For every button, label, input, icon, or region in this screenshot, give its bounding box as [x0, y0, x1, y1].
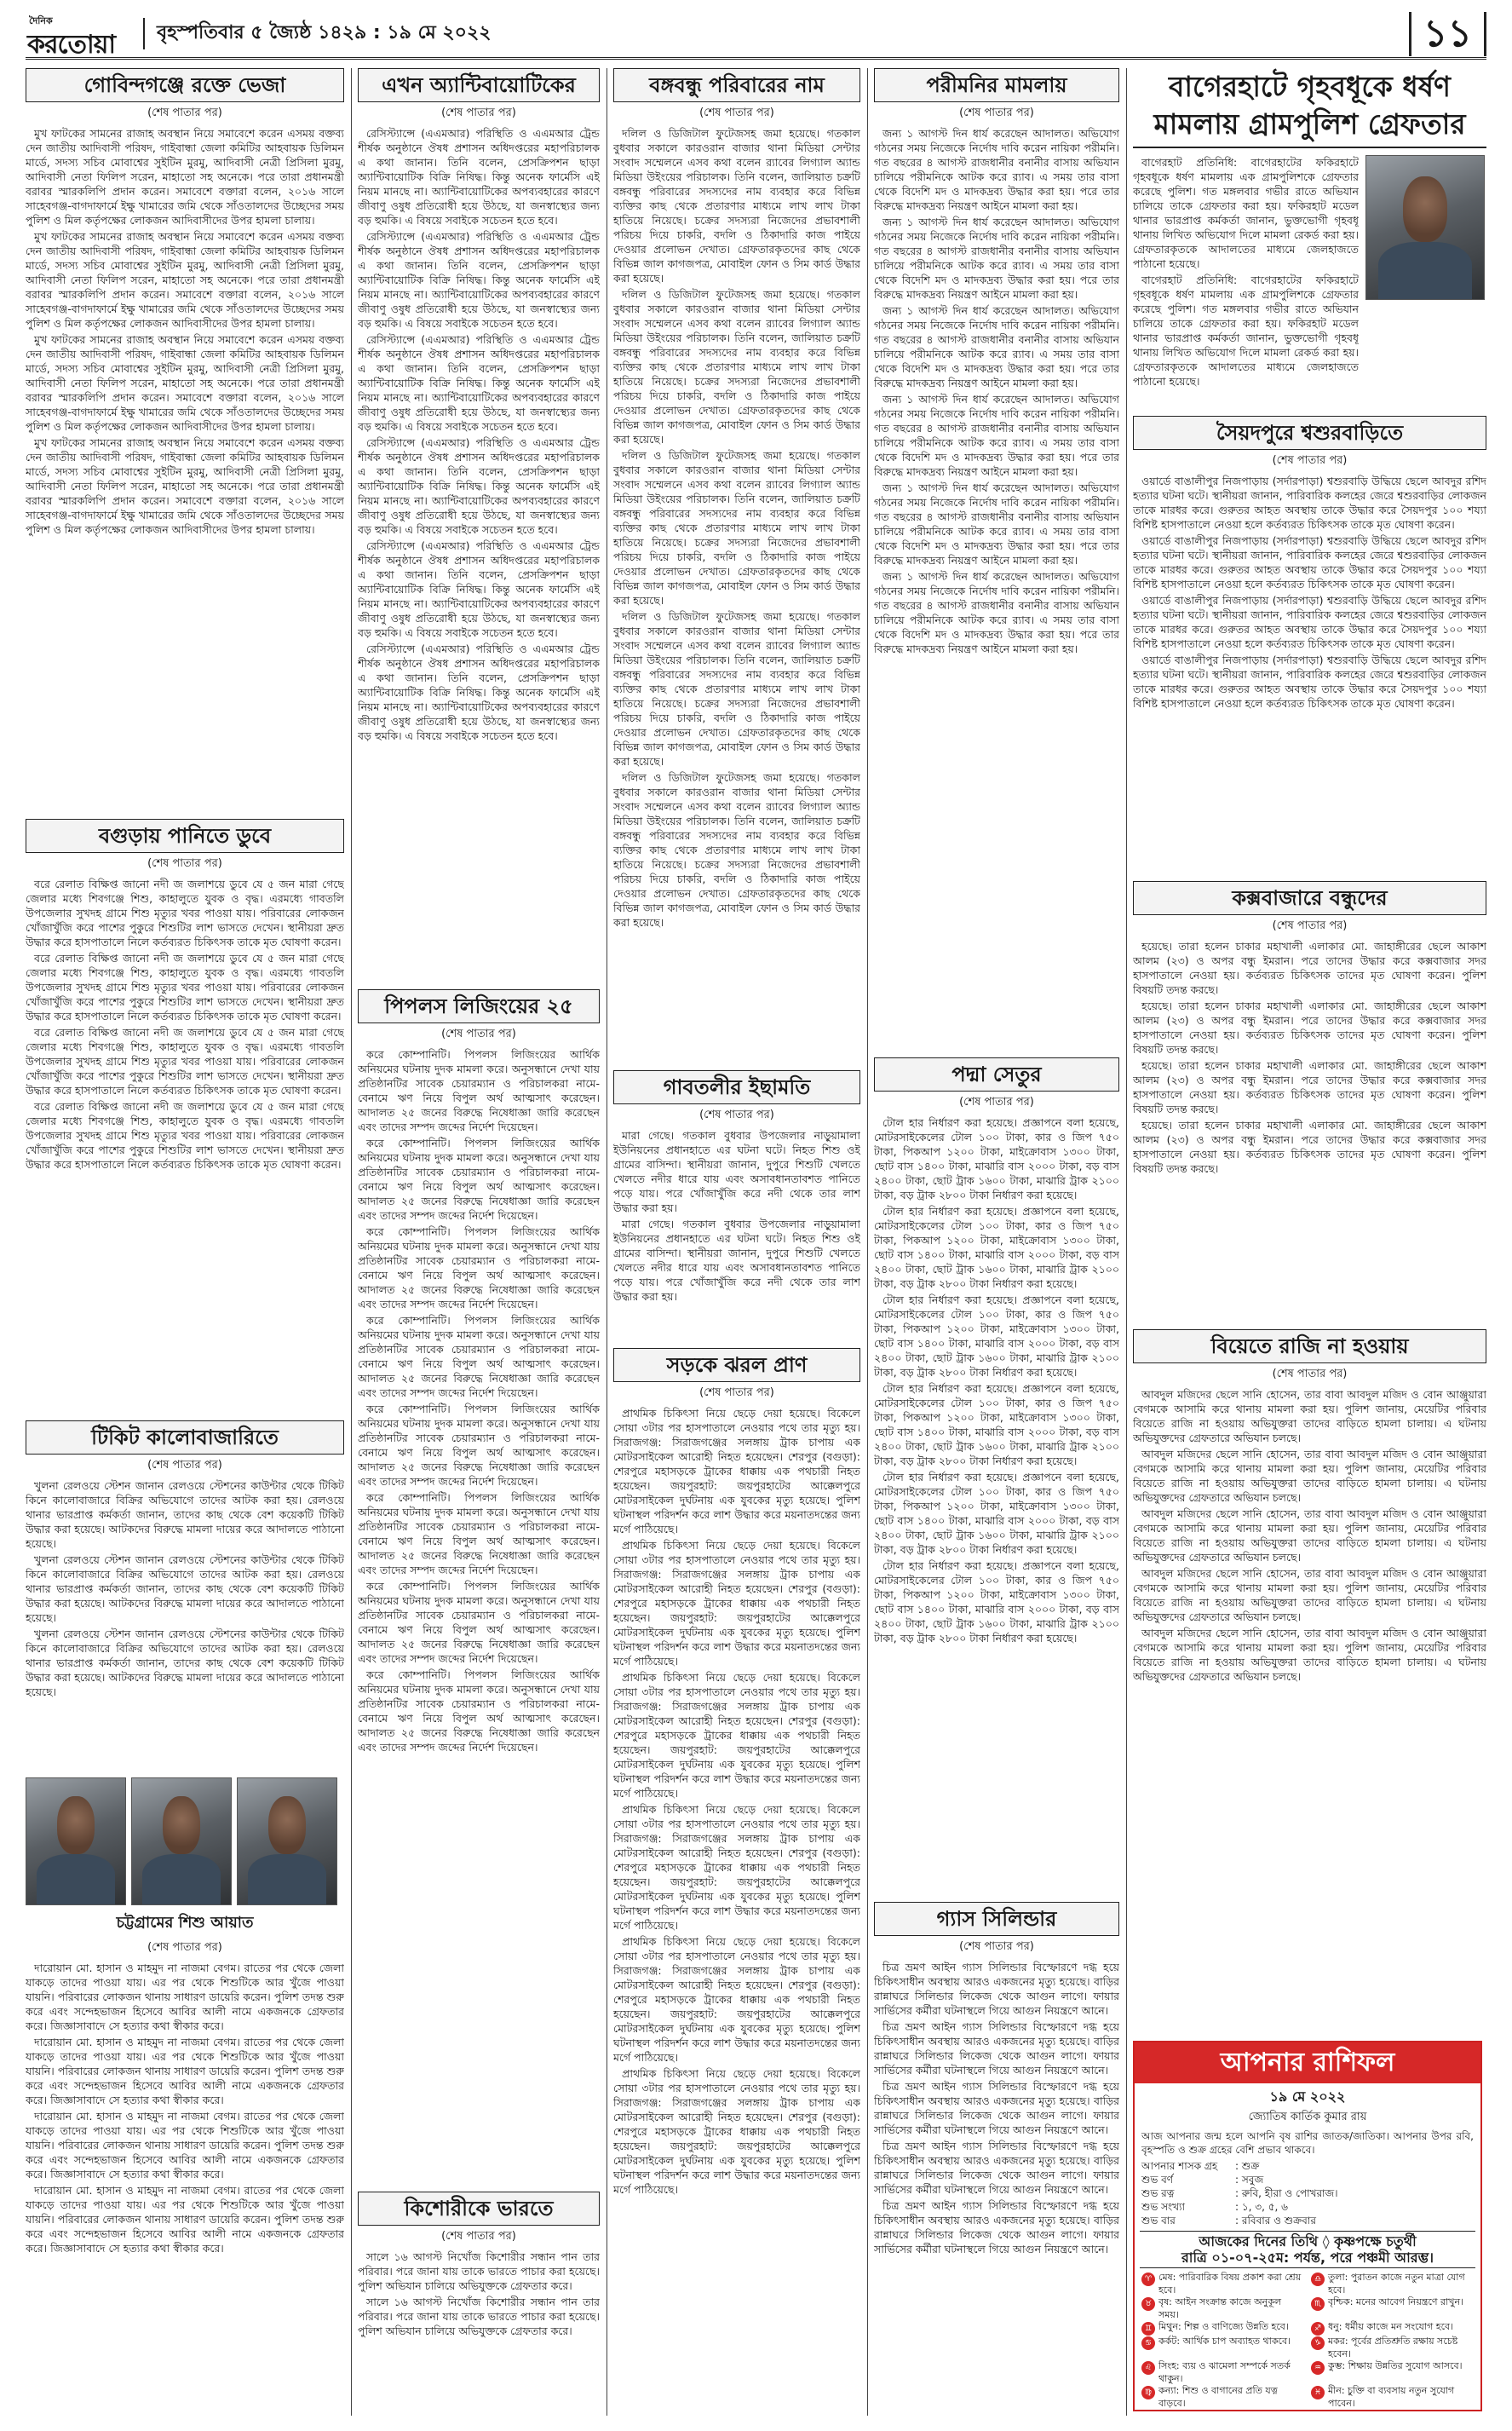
article-paragraph: প্রাথমিক চিকিৎসা নিয়ে ছেড়ে দেয়া হয়েছে। বিকেলে সোয়া ৩টার পর হাসপাতালে নেওয়ার পথে তার মৃত্যু হয়। সিরাজগঞ্জ: সিরাজগঞ্জের সলঙ্গায় ট্রাক চাপায় এক মোটরসাইকেল আরোহী নিহত হয়েছেন। শেরপুর (বগুড়া): শেরপুরে মহাসড়কে ট্রাকের ধাক্কায় এক পথচারী নিহত হয়েছেন। জয়পুরহাট: জয়পুরহাটের আক্কেলপুরে মোটরসাইকেল দুর্ঘটনায় এক যুবকের মৃত্যু হয়েছে। পুলিশ ঘটনাস্থল পরিদর্শন করে লাশ উদ্ধার করে ময়নাতদন্তের জন্য মর্গে পাঠিয়েছে।	[613, 1671, 860, 1800]
zodiac-sign	[1141, 2336, 1304, 2360]
article-paragraph: মুখ ফাটকের সামনের রাজাহ অবস্থান নিয়ে সমাবেশে করেন এসময় বক্তব্য দেন জাতীয় আদিবাসী পরিষদ, গাইবান্ধা জেলা কমিটির আহবায়ক ডিলিমন মার্ডে, সদস্য সচিব মোবাশ্বের সুইটিন মুরমু, আদিবাসী নেত্রী প্রিসিলা মুরমু, আদিবাসী নেতা ফিলিপ সরেন, মাহাতো সহ অনেকে। পরে তারা প্রধানমন্ত্রী বরাবর স্মারকলিপি প্রদান করেন। সমাবেশে বক্তারা বলেন, ২০১৬ সালে সাহেবগঞ্জ-বাগদাফার্মে ইক্ষু খামারের জমি থেকে সাঁওতালদের উচ্ছেদের সময় পুলিশ ও মিল কর্তৃপক্ষের লোকজন আদিবাসীদের উপর হামলা চালায়।	[26, 436, 344, 536]
article-paragraph: জন্য ১ আগস্ট দিন ধার্য করেছেন আদালত। অভিযোগ গঠনের সময় নিজেকে নির্দোষ দাবি করেন নায়িকা পরীমনি। গত বছরের ৪ আগস্ট রাজধানীর বনানীর বাসায় অভিযান চালিয়ে পরীমনিকে আটক করে র‍্যাব। এ সময় তার বাসা থেকে বিদেশি মদ ও মাদকদ্রব্য উদ্ধার করা হয়। পরে তার বিরুদ্ধে মাদকদ্রব্য নিয়ন্ত্রণ আইনে মামলা করা হয়।	[874, 216, 1119, 301]
article-body	[358, 1047, 600, 2185]
news-photo	[26, 1777, 126, 1905]
zodiac-icon: ♌	[1141, 2361, 1155, 2375]
continuation-note: (শেষ পাতার পর)	[1272, 1368, 1348, 1380]
headline: বিয়েতে রাজি না হওয়ায়	[1133, 1329, 1486, 1363]
article-paragraph: ওয়ার্ডে বাঙালীপুর নিজপাড়ায় (সর্দারপাড়া) শ্বশুরবাড়ি উদ্ধিয়ে ছেলে আবদুর রশিদ হত্যার ঘটনা ঘটে। স্থানীয়রা জানান, পারিবারিক কলহের জেরে শ্বশুরবাড়ির লোকজন তাকে মারধর করে। গুরুতর আহত অবস্থায় তাকে উদ্ধার করে সৈয়দপুর ১০০ শয্যা বিশিষ্ট হাসপাতালে নেওয়া হলে কর্তব্যরত চিকিৎসক তাকে মৃত ঘোষণা করেন।	[1133, 475, 1486, 531]
zodiac-icon: ♎	[1311, 2273, 1325, 2286]
article-body	[874, 1115, 1119, 1895]
article-paragraph: হয়েছে। তারা হলেন চাকার মহাখালী এলাকার মো. জাহাঙ্গীরের ছেলে আকাশ আলম (২৩) ও অপর বন্ধু ইমরান। পরে তাদের উদ্ধার করে কক্সবাজার সদর হাসপাতালে নেওয়া হয়। কর্তব্যরত চিকিৎসক তাদের মৃত ঘোষণা করেন। পুলিশ বিষয়টি তদন্ত করছে।	[1133, 1059, 1486, 1115]
article-paragraph: করে কোম্পানিটি। পিপলস লিজিংয়ের আর্থিক অনিয়মের ঘটনায় দুদক মামলা করে। অনুসন্ধানে দেখা যায় প্রতিষ্ঠানটির সাবেক চেয়ারম্যান ও পরিচালকরা নামে-বেনামে ঋণ নিয়ে বিপুল অর্থ আত্মসাৎ করেছেন। আদালত ২৫ জনের বিরুদ্ধে নিষেধাজ্ঞা জারি করেছেন এবং তাদের সম্পদ জব্দের নির্দেশ দিয়েছেন।	[358, 1137, 600, 1222]
continuation-note: (শেষ পাতার পর)	[147, 857, 222, 870]
article-paragraph: জন্য ১ আগস্ট দিন ধার্য করেছেন আদালত। অভিযোগ গঠনের সময় নিজেকে নির্দোষ দাবি করেন নায়িকা পরীমনি। গত বছরের ৪ আগস্ট রাজধানীর বনানীর বাসায় অভিযান চালিয়ে পরীমনিকে আটক করে র‍্যাব। এ সময় তার বাসা থেকে বিদেশি মদ ও মাদকদ্রব্য উদ্ধার করা হয়। পরে তার বিরুদ্ধে মাদকদ্রব্য নিয়ন্ত্রণ আইনে মামলা করা হয়।	[874, 481, 1119, 567]
article-paragraph: ওয়ার্ডে বাঙালীপুর নিজপাড়ায় (সর্দারপাড়া) শ্বশুরবাড়ি উদ্ধিয়ে ছেলে আবদুর রশিদ হত্যার ঘটনা ঘটে। স্থানীয়রা জানান, পারিবারিক কলহের জেরে শ্বশুরবাড়ির লোকজন তাকে মারধর করে। গুরুতর আহত অবস্থায় তাকে উদ্ধার করে সৈয়দপুর ১০০ শয্যা বিশিষ্ট হাসপাতালে নেওয়া হলে কর্তব্যরত চিকিৎসক তাকে মৃত ঘোষণা করেন।	[1133, 654, 1486, 710]
attribute-value: : ১, ৩, ৫, ৬	[1235, 2201, 1288, 2213]
logo-name: করতোয়া	[27, 29, 116, 60]
zodiac-icon: ♒	[1311, 2361, 1325, 2375]
article-paragraph: মারা গেছে। গতকাল বুধবার উপজেলার নাড়ুয়ামালা ইউনিয়নের প্রধানহাতে এর ঘটনা ঘটে। নিহত শিশু ওই গ্রামের বাসিন্দা। স্থানীয়রা জানান, দুপুরে শিশুটি খেলতে খেলতে নদীর ধারে যায় এবং অসাবধানতাবশত পানিতে পড়ে যায়। পরে খোঁজাখুঁজি করে নদী থেকে তার লাশ উদ্ধার করা হয়।	[613, 1129, 860, 1214]
continuation-note: (শেষ পাতার পর)	[147, 1941, 222, 1954]
zodiac-icon: ♐	[1311, 2322, 1325, 2336]
attribute-key: শুভ বার	[1141, 2215, 1176, 2226]
article-paragraph: জন্য ১ আগস্ট দিন ধার্য করেছেন আদালত। অভিযোগ গঠনের সময় নিজেকে নির্দোষ দাবি করেন নায়িকা পরীমনি। গত বছরের ৪ আগস্ট রাজধানীর বনানীর বাসায় অভিযান চালিয়ে পরীমনিকে আটক করে র‍্যাব। এ সময় তার বাসা থেকে বিদেশি মদ ও মাদকদ্রব্য উদ্ধার করা হয়। পরে তার বিরুদ্ধে মাদকদ্রব্য নিয়ন্ত্রণ আইনে মামলা করা হয়।	[874, 127, 1119, 212]
zodiac-icon: ♍	[1141, 2386, 1155, 2399]
horoscope-attributes	[1135, 2159, 1480, 2227]
attribute-value: : সবুজ	[1235, 2174, 1264, 2186]
photo-row	[26, 1777, 344, 1905]
article-paragraph: মুখ ফাটকের সামনের রাজাহ অবস্থান নিয়ে সমাবেশে করেন এসময় বক্তব্য দেন জাতীয় আদিবাসী পরিষদ, গাইবান্ধা জেলা কমিটির আহবায়ক ডিলিমন মার্ডে, সদস্য সচিব মোবাশ্বের সুইটিন মুরমু, আদিবাসী নেত্রী প্রিসিলা মুরমু, আদিবাসী নেতা ফিলিপ সরেন, মাহাতো সহ অনেকে। পরে তারা প্রধানমন্ত্রী বরাবর স্মারকলিপি প্রদান করেন। সমাবেশে বক্তারা বলেন, ২০১৬ সালে সাহেবগঞ্জ-বাগদাফার্মে ইক্ষু খামারের জমি থেকে সাঁওতালদের উচ্ছেদের সময় পুলিশ ও মিল কর্তৃপক্ষের লোকজন আদিবাসীদের উপর হামলা চালায়।	[26, 333, 344, 433]
banner-headline-line-2: মামলায় গ্রামপুলিশ গ্রেফতার	[1133, 106, 1486, 148]
zodiac-sign	[1141, 2272, 1304, 2296]
attribute-value: : শুক্র	[1235, 2160, 1260, 2172]
article-paragraph: বরে রেলাত বিক্ষিপ্ত জানো নদী জ জলাশয়ে ডুবে যে ৫ জন মারা গেছে জেলার মধ্যে শিবগঞ্জে শিশু, কাহালুতে যুবক ও বৃদ্ধ। এরমধ্যে গাবতলি উপজেলার সুখদহ গ্রামে শিশু মৃত্যুর খবর পাওয়া যায়। পরিবারের লোকজন খোঁজাখুঁজি করে পাশের পুকুরে শিশুটির লাশ ভাসতে দেখেন। স্থানীয়রা দ্রুত উদ্ধার করে হাসপাতালে নিলে কর্তব্যরত চিকিৎসক তাকে মৃত ঘোষণা করেন।	[26, 1100, 344, 1171]
sign-text: বৃষ: আইন সংক্রান্ত কাজে অনুকূল সময়।	[1158, 2296, 1282, 2320]
article-paragraph: মুখ ফাটকের সামনের রাজাহ অবস্থান নিয়ে সমাবেশে করেন এসময় বক্তব্য দেন জাতীয় আদিবাসী পরিষদ, গাইবান্ধা জেলা কমিটির আহবায়ক ডিলিমন মার্ডে, সদস্য সচিব মোবাশ্বের সুইটিন মুরমু, আদিবাসী নেত্রী প্রিসিলা মুরমু, আদিবাসী নেতা ফিলিপ সরেন, মাহাতো সহ অনেকে। পরে তারা প্রধানমন্ত্রী বরাবর স্মারকলিপি প্রদান করেন। সমাবেশে বক্তারা বলেন, ২০১৬ সালে সাহেবগঞ্জ-বাগদাফার্মে ইক্ষু খামারের জমি থেকে সাঁওতালদের উচ্ছেদের সময় পুলিশ ও মিল কর্তৃপক্ষের লোকজন আদিবাসীদের উপর হামলা চালায়।	[26, 127, 344, 227]
article-paragraph: দলিল ও ডিজিটাল ফুটেজসহ জমা হয়েছে। গতকাল বুধবার সকালে কারওরান বাজার থানা মিডিয়া সেন্টার সংবাদ সম্মেলনে এসব কথা বলেন র‍্যাবের লিগ্যাল অ্যান্ড মিডিয়া উইংয়ের পরিচালক। তিনি বলেন, জালিয়াত চক্রটি বঙ্গবন্ধু পরিবারের সদস্যদের নাম ব্যবহার করে বিভিন্ন ব্যক্তির কাছ থেকে প্রতারণার মাধ্যমে লাখ লাখ টাকা হাতিয়ে নিয়েছে। চক্রের সদস্যরা নিজেদের প্রভাবশালী পরিচয় দিয়ে চাকরি, বদলি ও ঠিকাদারি কাজ পাইয়ে দেওয়ার প্রলোভন দেখাত। গ্রেফতারকৃতদের কাছ থেকে বিভিন্ন জাল কাগজপত্র, মোবাইল ফোন ও সিম কার্ড উদ্ধার করা হয়েছে।	[613, 771, 860, 929]
zodiac-icon: ♈	[1141, 2273, 1155, 2286]
article-paragraph: চিত্র ভ্রমণ আইন গ্যাস সিলিন্ডার বিস্ফোরণে দগ্ধ হয়ে চিকিৎসাধীন অবস্থায় আরও একজনের মৃত্যু হয়েছে। বাড়ির রান্নাঘরে সিলিন্ডার লিকেজ থেকে আগুন লাগে। ফায়ার সার্ভিসের কর্মীরা ঘটনাস্থলে গিয়ে আগুন নিয়ন্ত্রণে আনে।	[874, 2140, 1119, 2196]
headline: এখন অ্যান্টিবায়োটিকের	[358, 68, 600, 102]
photo-caption-headline: চট্টগ্রামের শিশু আয়াত	[116, 1914, 254, 1932]
continuation-note: (শেষ পাতার পর)	[959, 1940, 1034, 1953]
continuation-note: (শেষ পাতার পর)	[441, 2230, 516, 2243]
article-paragraph: রেসিস্ট্যান্সে (এএমআর) পরিস্থিতি ও এএমআর ট্রেন্ড শীর্ষক অনুষ্ঠানে ঔষধ প্রশাসন অধিদপ্তরের মহাপরিচালক এ কথা জানান। তিনি বলেন, প্রেসক্রিপশন ছাড়া অ্যান্টিবায়োটিক বিক্রি নিষিদ্ধ। কিন্তু অনেক ফার্মেসি এই নিয়ম মানছে না। অ্যান্টিবায়োটিকের অপব্যবহারের কারণে জীবাণু ওষুধ প্রতিরোধী হয়ে উঠছে, যা জনস্বাস্থ্যের জন্য বড় হুমকি। এ বিষয়ে সবাইকে সচেতন হতে হবে।	[358, 333, 600, 433]
article-paragraph: টোল হার নির্ধারণ করা হয়েছে। প্রজ্ঞাপনে বলা হয়েছে, মোটরসাইকেলের টোল ১০০ টাকা, কার ও জিপ ৭৫০ টাকা, পিকআপ ১২০০ টাকা, মাইক্রোবাস ১৩০০ টাকা, ছোট বাস ১৪০০ টাকা, মাঝারি বাস ২০০০ টাকা, বড় বাস ২৪০০ টাকা, ছোট ট্রাক ১৬০০ টাকা, মাঝারি ট্রাক ২১০০ টাকা, বড় ট্রাক ২৮০০ টাকা নির্ধারণ করা হয়েছে।	[874, 1559, 1119, 1645]
sign-text: তুলা: পুরাতন কাজে নতুন মাত্রা যোগ হবে।	[1328, 2272, 1465, 2296]
sign-text: মিথুন: শিল্প ও বাণিজ্যে উন্নতি হবে।	[1158, 2321, 1289, 2332]
zodiac-signs	[1135, 2268, 1480, 2413]
article-body	[1133, 1387, 1486, 1864]
news-photo	[131, 1777, 232, 1905]
continuation-note: (শেষ পাতার পর)	[1272, 454, 1348, 467]
article-paragraph: জন্য ১ আগস্ট দিন ধার্য করেছেন আদালত। অভিযোগ গঠনের সময় নিজেকে নির্দোষ দাবি করেন নায়িকা পরীমনি। গত বছরের ৪ আগস্ট রাজধানীর বনানীর বাসায় অভিযান চালিয়ে পরীমনিকে আটক করে র‍্যাব। এ সময় তার বাসা থেকে বিদেশি মদ ও মাদকদ্রব্য উদ্ধার করা হয়। পরে তার বিরুদ্ধে মাদকদ্রব্য নিয়ন্ত্রণ আইনে মামলা করা হয়।	[874, 304, 1119, 389]
zodiac-sign	[1311, 2321, 1474, 2336]
zodiac-icon: ♑	[1311, 2336, 1325, 2350]
zodiac-sign	[1311, 2336, 1474, 2360]
zodiac-icon: ♓	[1311, 2386, 1325, 2399]
zodiac-sign	[1311, 2296, 1474, 2321]
dateline: বৃহস্পতিবার ৫ জ্যৈষ্ঠ ১৪২৯ : ১৯ মে ২০২২	[143, 18, 492, 49]
headline: কক্সবাজারে বন্ধুদের	[1133, 881, 1486, 915]
logo-small-text: দৈনিক	[29, 14, 53, 26]
headline: গাবতলীর ইছামতি	[613, 1070, 860, 1104]
headline: সড়কে ঝরল প্রাণ	[613, 1348, 860, 1382]
article-paragraph: টোল হার নির্ধারণ করা হয়েছে। প্রজ্ঞাপনে বলা হয়েছে, মোটরসাইকেলের টোল ১০০ টাকা, কার ও জিপ ৭৫০ টাকা, পিকআপ ১২০০ টাকা, মাইক্রোবাস ১৩০০ টাকা, ছোট বাস ১৪০০ টাকা, মাঝারি বাস ২০০০ টাকা, বড় বাস ২৪০০ টাকা, ছোট ট্রাক ১৬০০ টাকা, মাঝারি ট্রাক ২১০০ টাকা, বড় ট্রাক ২৮০০ টাকা নির্ধারণ করা হয়েছে।	[874, 1471, 1119, 1556]
zodiac-sign	[1311, 2385, 1474, 2410]
sign-text: মীন: চুক্তি বা ব্যবসায় নতুন সুযোগ পাবেন।	[1328, 2385, 1455, 2409]
headline: টিকিট কালোবাজারিতে	[26, 1420, 344, 1455]
attribute-row	[1141, 2159, 1474, 2173]
article-body	[874, 126, 1119, 1051]
zodiac-sign	[1141, 2321, 1304, 2336]
column-4	[874, 68, 1119, 2420]
continuation-note: (শেষ পাতার পর)	[147, 1459, 222, 1472]
zodiac-sign	[1311, 2272, 1474, 2296]
article-paragraph: চিত্র ভ্রমণ আইন গ্যাস সিলিন্ডার বিস্ফোরণে দগ্ধ হয়ে চিকিৎসাধীন অবস্থায় আরও একজনের মৃত্যু হয়েছে। বাড়ির রান্নাঘরে সিলিন্ডার লিকেজ থেকে আগুন লাগে। ফায়ার সার্ভিসের কর্মীরা ঘটনাস্থলে গিয়ে আগুন নিয়ন্ত্রণে আনে।	[874, 1961, 1119, 2017]
continuation-note: (শেষ পাতার পর)	[441, 107, 516, 119]
column-2	[358, 68, 600, 2420]
article-paragraph: ওয়ার্ডে বাঙালীপুর নিজপাড়ায় (সর্দারপাড়া) শ্বশুরবাড়ি উদ্ধিয়ে ছেলে আবদুর রশিদ হত্যার ঘটনা ঘটে। স্থানীয়রা জানান, পারিবারিক কলহের জেরে শ্বশুরবাড়ির লোকজন তাকে মারধর করে। গুরুতর আহত অবস্থায় তাকে উদ্ধার করে সৈয়দপুর ১০০ শয্যা বিশিষ্ট হাসপাতালে নেওয়া হলে কর্তব্যরত চিকিৎসক তাকে মৃত ঘোষণা করেন।	[1133, 594, 1486, 650]
sign-text: মেষ: পারিবারিক বিষয় প্রকাশ করা শ্রেয় হবে।	[1158, 2272, 1302, 2296]
tithi-info	[1140, 2231, 1475, 2268]
article-paragraph: প্রাথমিক চিকিৎসা নিয়ে ছেড়ে দেয়া হয়েছে। বিকেলে সোয়া ৩টার পর হাসপাতালে নেওয়ার পথে তার মৃত্যু হয়। সিরাজগঞ্জ: সিরাজগঞ্জের সলঙ্গায় ট্রাক চাপায় এক মোটরসাইকেল আরোহী নিহত হয়েছেন। শেরপুর (বগুড়া): শেরপুরে মহাসড়কে ট্রাকের ধাক্কায় এক পথচারী নিহত হয়েছেন। জয়পুরহাট: জয়পুরহাটের আক্কেলপুরে মোটরসাইকেল দুর্ঘটনায় এক যুবকের মৃত্যু হয়েছে। পুলিশ ঘটনাস্থল পরিদর্শন করে লাশ উদ্ধার করে ময়নাতদন্তের জন্য মর্গে পাঠিয়েছে।	[613, 1935, 860, 2064]
article-paragraph: আবদুল মজিদের ছেলে সানি হোসেন, তার বাবা আবদুল মজিদ ও বোন আঞ্জুয়ারা বেগমকে আসামি করে থানায় মামলা করা হয়। পুলিশ জানায়, মেয়েটির পরিবার বিয়েতে রাজি না হওয়ায় অভিযুক্তরা তাদের বাড়িতে হামলা চালায়। এ ঘটনায় অভিযুক্তদের গ্রেফতারে অভিযান চলছে।	[1133, 1507, 1486, 1564]
article-body	[1133, 155, 1359, 411]
column-divider	[351, 68, 352, 2416]
headline: গোবিন্দগঞ্জে রক্তে ভেজা	[26, 68, 344, 102]
article-paragraph: প্রাথমিক চিকিৎসা নিয়ে ছেড়ে দেয়া হয়েছে। বিকেলে সোয়া ৩টার পর হাসপাতালে নেওয়ার পথে তার মৃত্যু হয়। সিরাজগঞ্জ: সিরাজগঞ্জের সলঙ্গায় ট্রাক চাপায় এক মোটরসাইকেল আরোহী নিহত হয়েছেন। শেরপুর (বগুড়া): শেরপুরে মহাসড়কে ট্রাকের ধাক্কায় এক পথচারী নিহত হয়েছেন। জয়পুরহাট: জয়পুরহাটের আক্কেলপুরে মোটরসাইকেল দুর্ঘটনায় এক যুবকের মৃত্যু হয়েছে। পুলিশ ঘটনাস্থল পরিদর্শন করে লাশ উদ্ধার করে ময়নাতদন্তের জন্য মর্গে পাঠিয়েছে।	[613, 2067, 860, 2196]
attribute-value: : রবিবার ও শুক্রবার	[1235, 2215, 1316, 2226]
article-body	[1133, 474, 1486, 874]
continuation-note: (শেষ পাতার পর)	[699, 107, 774, 119]
article-body	[26, 1478, 344, 1772]
article-body	[874, 1960, 1119, 2420]
headline: পিপলস লিজিংয়ের ২৫	[358, 989, 600, 1023]
horoscope-author: জ্যোতিষ কার্তিক কুমার রায়	[1248, 2111, 1367, 2123]
zodiac-icon: ♊	[1141, 2322, 1155, 2336]
zodiac-sign	[1141, 2296, 1304, 2321]
article-paragraph: দলিল ও ডিজিটাল ফুটেজসহ জমা হয়েছে। গতকাল বুধবার সকালে কারওরান বাজার থানা মিডিয়া সেন্টার সংবাদ সম্মেলনে এসব কথা বলেন র‍্যাবের লিগ্যাল অ্যান্ড মিডিয়া উইংয়ের পরিচালক। তিনি বলেন, জালিয়াত চক্রটি বঙ্গবন্ধু পরিবারের সদস্যদের নাম ব্যবহার করে বিভিন্ন ব্যক্তির কাছ থেকে প্রতারণার মাধ্যমে লাখ লাখ টাকা হাতিয়ে নিয়েছে। চক্রের সদস্যরা নিজেদের প্রভাবশালী পরিচয় দিয়ে চাকরি, বদলি ও ঠিকাদারি কাজ পাইয়ে দেওয়ার প্রলোভন দেখাত। গ্রেফতারকৃতদের কাছ থেকে বিভিন্ন জাল কাগজপত্র, মোবাইল ফোন ও সিম কার্ড উদ্ধার করা হয়েছে।	[613, 127, 860, 285]
continuation-note: (শেষ পাতার পর)	[959, 107, 1034, 119]
sign-text: সিংহ: ব্যয় ও ঝামেলা সম্পর্কে সতর্ক থাকুন।	[1158, 2360, 1291, 2384]
article-paragraph: করে কোম্পানিটি। পিপলস লিজিংয়ের আর্থিক অনিয়মের ঘটনায় দুদক মামলা করে। অনুসন্ধানে দেখা যায় প্রতিষ্ঠানটির সাবেক চেয়ারম্যান ও পরিচালকরা নামে-বেনামে ঋণ নিয়ে বিপুল অর্থ আত্মসাৎ করেছেন। আদালত ২৫ জনের বিরুদ্ধে নিষেধাজ্ঞা জারি করেছেন এবং তাদের সম্পদ জব্দের নির্দেশ দিয়েছেন।	[358, 1668, 600, 1754]
column-divider	[867, 68, 868, 2416]
zodiac-sign	[1141, 2385, 1304, 2410]
article-body	[358, 2250, 600, 2420]
attribute-value: : রুবি, হীরা ও পোখরাজ।	[1235, 2187, 1338, 2199]
article-paragraph: দারোয়ান মো. হাসান ও মাহমুদ না নাজমা বেগম। রাতের পর থেকে জেলা যাকড়ে তাদের পাওয়া যায়। এর পর থেকে শিশুটিকে আর খুঁজে পাওয়া যায়নি। পরিবারের লোকজন থানায় সাধারণ ডায়েরি করেন। পুলিশ তদন্ত শুরু করে এবং সন্দেহভাজন হিসেবে আবির আলী নামে একজনকে গ্রেফতার করে। জিজ্ঞাসাবাদে সে হত্যার কথা স্বীকার করে।	[26, 1962, 344, 2032]
article-paragraph: টোল হার নির্ধারণ করা হয়েছে। প্রজ্ঞাপনে বলা হয়েছে, মোটরসাইকেলের টোল ১০০ টাকা, কার ও জিপ ৭৫০ টাকা, পিকআপ ১২০০ টাকা, মাইক্রোবাস ১৩০০ টাকা, ছোট বাস ১৪০০ টাকা, মাঝারি বাস ২০০০ টাকা, বড় বাস ২৪০০ টাকা, ছোট ট্রাক ১৬০০ টাকা, মাঝারি ট্রাক ২১০০ টাকা, বড় ট্রাক ২৮০০ টাকা নির্ধারণ করা হয়েছে।	[874, 1382, 1119, 1467]
article-paragraph: দারোয়ান মো. হাসান ও মাহমুদ না নাজমা বেগম। রাতের পর থেকে জেলা যাকড়ে তাদের পাওয়া যায়। এর পর থেকে শিশুটিকে আর খুঁজে পাওয়া যায়নি। পরিবারের লোকজন থানায় সাধারণ ডায়েরি করেন। পুলিশ তদন্ত শুরু করে এবং সন্দেহভাজন হিসেবে আবির আলী নামে একজনকে গ্রেফতার করে। জিজ্ঞাসাবাদে সে হত্যার কথা স্বীকার করে।	[26, 2036, 344, 2106]
article-paragraph: ওয়ার্ডে বাঙালীপুর নিজপাড়ায় (সর্দারপাড়া) শ্বশুরবাড়ি উদ্ধিয়ে ছেলে আবদুর রশিদ হত্যার ঘটনা ঘটে। স্থানীয়রা জানান, পারিবারিক কলহের জেরে শ্বশুরবাড়ির লোকজন তাকে মারধর করে। গুরুতর আহত অবস্থায় তাকে উদ্ধার করে সৈয়দপুর ১০০ শয্যা বিশিষ্ট হাসপাতালে নেওয়া হলে কর্তব্যরত চিকিৎসক তাকে মৃত ঘোষণা করেন।	[1133, 534, 1486, 590]
horoscope-intro: আজ আপনার জন্ম হলে আপনি বৃষ রাশির জাতক/জাতিকা। আপনার উপর রবি, বৃহস্পতি ও শুক্র গ্রহের বেশি প্রভাব থাকবে।	[1141, 2130, 1474, 2156]
article-paragraph: হয়েছে। তারা হলেন চাকার মহাখালী এলাকার মো. জাহাঙ্গীরের ছেলে আকাশ আলম (২৩) ও অপর বন্ধু ইমরান। পরে তাদের উদ্ধার করে কক্সবাজার সদর হাসপাতালে নেওয়া হয়। কর্তব্যরত চিকিৎসক তাদের মৃত ঘোষণা করেন। পুলিশ বিষয়টি তদন্ত করছে।	[1133, 1119, 1486, 1175]
article-paragraph: আবদুল মজিদের ছেলে সানি হোসেন, তার বাবা আবদুল মজিদ ও বোন আঞ্জুয়ারা বেগমকে আসামি করে থানায় মামলা করা হয়। পুলিশ জানায়, মেয়েটির পরিবার বিয়েতে রাজি না হওয়ায় অভিযুক্তরা তাদের বাড়িতে হামলা চালায়। এ ঘটনায় অভিযুক্তদের গ্রেফতারে অভিযান চলছে।	[1133, 1388, 1486, 1444]
sign-text: মকর: পূর্বের প্রতিশ্রুতি রক্ষায় সচেষ্ট হবেন।	[1328, 2336, 1458, 2359]
article-paragraph: করে কোম্পানিটি। পিপলস লিজিংয়ের আর্থিক অনিয়মের ঘটনায় দুদক মামলা করে। অনুসন্ধানে দেখা যায় প্রতিষ্ঠানটির সাবেক চেয়ারম্যান ও পরিচালকরা নামে-বেনামে ঋণ নিয়ে বিপুল অর্থ আত্মসাৎ করেছেন। আদালত ২৫ জনের বিরুদ্ধে নিষেধাজ্ঞা জারি করেছেন এবং তাদের সম্পদ জব্দের নির্দেশ দিয়েছেন।	[358, 1491, 600, 1576]
article-paragraph: হয়েছে। তারা হলেন চাকার মহাখালী এলাকার মো. জাহাঙ্গীরের ছেলে আকাশ আলম (২৩) ও অপর বন্ধু ইমরান। পরে তাদের উদ্ধার করে কক্সবাজার সদর হাসপাতালে নেওয়া হয়। কর্তব্যরত চিকিৎসক তাদের মৃত ঘোষণা করেন। পুলিশ বিষয়টি তদন্ত করছে।	[1133, 999, 1486, 1056]
article-paragraph: প্রাথমিক চিকিৎসা নিয়ে ছেড়ে দেয়া হয়েছে। বিকেলে সোয়া ৩টার পর হাসপাতালে নেওয়ার পথে তার মৃত্যু হয়। সিরাজগঞ্জ: সিরাজগঞ্জের সলঙ্গায় ট্রাক চাপায় এক মোটরসাইকেল আরোহী নিহত হয়েছেন। শেরপুর (বগুড়া): শেরপুরে মহাসড়কে ট্রাকের ধাক্কায় এক পথচারী নিহত হয়েছেন। জয়পুরহাট: জয়পুরহাটের আক্কেলপুরে মোটরসাইকেল দুর্ঘটনায় এক যুবকের মৃত্যু হয়েছে। পুলিশ ঘটনাস্থল পরিদর্শন করে লাশ উদ্ধার করে ময়নাতদন্তের জন্য মর্গে পাঠিয়েছে।	[613, 1539, 860, 1668]
sign-text: কর্কট: আর্থিক চাপ অব্যাহত থাকবে।	[1158, 2336, 1291, 2347]
article-paragraph: করে কোম্পানিটি। পিপলস লিজিংয়ের আর্থিক অনিয়মের ঘটনায় দুদক মামলা করে। অনুসন্ধানে দেখা যায় প্রতিষ্ঠানটির সাবেক চেয়ারম্যান ও পরিচালকরা নামে-বেনামে ঋণ নিয়ে বিপুল অর্থ আত্মসাৎ করেছেন। আদালত ২৫ জনের বিরুদ্ধে নিষেধাজ্ঞা জারি করেছেন এবং তাদের সম্পদ জব্দের নির্দেশ দিয়েছেন।	[358, 1225, 600, 1311]
article-paragraph: খুলনা রেলওয়ে স্টেশন জানান রেলওয়ে স্টেশনের কাউন্টার থেকে টিকিট কিনে কালোবাজারে বিক্রির অভিযোগে তাদের আটক করা হয়। রেলওয়ে থানার ভারপ্রাপ্ত কর্মকর্তা জানান, তাদের কাছ থেকে বেশ কয়েকটি টিকিট উদ্ধার করা হয়েছে। আটকদের বিরুদ্ধে মামলা দায়ের করে আদালতে পাঠানো হয়েছে।	[26, 1479, 344, 1550]
article-paragraph: করে কোম্পানিটি। পিপলস লিজিংয়ের আর্থিক অনিয়মের ঘটনায় দুদক মামলা করে। অনুসন্ধানে দেখা যায় প্রতিষ্ঠানটির সাবেক চেয়ারম্যান ও পরিচালকরা নামে-বেনামে ঋণ নিয়ে বিপুল অর্থ আত্মসাৎ করেছেন। আদালত ২৫ জনের বিরুদ্ধে নিষেধাজ্ঞা জারি করেছেন এবং তাদের সম্পদ জব্দের নির্দেশ দিয়েছেন।	[358, 1048, 600, 1133]
column-5	[1133, 68, 1486, 2036]
article-body	[613, 126, 860, 1063]
article-paragraph: টোল হার নির্ধারণ করা হয়েছে। প্রজ্ঞাপনে বলা হয়েছে, মোটরসাইকেলের টোল ১০০ টাকা, কার ও জিপ ৭৫০ টাকা, পিকআপ ১২০০ টাকা, মাইক্রোবাস ১৩০০ টাকা, ছোট বাস ১৪০০ টাকা, মাঝারি বাস ২০০০ টাকা, বড় বাস ২৪০০ টাকা, ছোট ট্রাক ১৬০০ টাকা, মাঝারি ট্রাক ২১০০ টাকা, বড় ট্রাক ২৮০০ টাকা নির্ধারণ করা হয়েছে।	[874, 1293, 1119, 1379]
headline: কিশোরীকে ভারতে	[358, 2192, 600, 2226]
continuation-note: (শেষ পাতার পর)	[147, 107, 222, 119]
attribute-key: শুভ সংখ্যা	[1141, 2201, 1186, 2213]
article-paragraph: খুলনা রেলওয়ে স্টেশন জানান রেলওয়ে স্টেশনের কাউন্টার থেকে টিকিট কিনে কালোবাজারে বিক্রির অভিযোগে তাদের আটক করা হয়। রেলওয়ে থানার ভারপ্রাপ্ত কর্মকর্তা জানান, তাদের কাছ থেকে বেশ কয়েকটি টিকিট উদ্ধার করা হয়েছে। আটকদের বিরুদ্ধে মামলা দায়ের করে আদালতে পাঠানো হয়েছে।	[26, 1553, 344, 1624]
headline: সৈয়দপুরে শ্বশুরবাড়িতে	[1133, 416, 1486, 450]
article-body	[1133, 939, 1486, 1322]
article-body	[358, 126, 600, 982]
column-3	[613, 68, 860, 2420]
lead-story-row	[1133, 155, 1486, 411]
sign-text: কুম্ভ: শিক্ষায় উন্নতির সুযোগ আসবে।	[1328, 2360, 1463, 2371]
article-paragraph: রেসিস্ট্যান্সে (এএমআর) পরিস্থিতি ও এএমআর ট্রেন্ড শীর্ষক অনুষ্ঠানে ঔষধ প্রশাসন অধিদপ্তরের মহাপরিচালক এ কথা জানান। তিনি বলেন, প্রেসক্রিপশন ছাড়া অ্যান্টিবায়োটিক বিক্রি নিষিদ্ধ। কিন্তু অনেক ফার্মেসি এই নিয়ম মানছে না। অ্যান্টিবায়োটিকের অপব্যবহারের কারণে জীবাণু ওষুধ প্রতিরোধী হয়ে উঠছে, যা জনস্বাস্থ্যের জন্য বড় হুমকি। এ বিষয়ে সবাইকে সচেতন হতে হবে।	[358, 230, 600, 330]
article-paragraph: আবদুল মজিদের ছেলে সানি হোসেন, তার বাবা আবদুল মজিদ ও বোন আঞ্জুয়ারা বেগমকে আসামি করে থানায় মামলা করা হয়। পুলিশ জানায়, মেয়েটির পরিবার বিয়েতে রাজি না হওয়ায় অভিযুক্তরা তাদের বাড়িতে হামলা চালায়। এ ঘটনায় অভিযুক্তদের গ্রেফতারে অভিযান চলছে।	[1133, 1448, 1486, 1504]
article-paragraph: জন্য ১ আগস্ট দিন ধার্য করেছেন আদালত। অভিযোগ গঠনের সময় নিজেকে নির্দোষ দাবি করেন নায়িকা পরীমনি। গত বছরের ৪ আগস্ট রাজধানীর বনানীর বাসায় অভিযান চালিয়ে পরীমনিকে আটক করে র‍্যাব। এ সময় তার বাসা থেকে বিদেশি মদ ও মাদকদ্রব্য উদ্ধার করা হয়। পরে তার বিরুদ্ধে মাদকদ্রব্য নিয়ন্ত্রণ আইনে মামলা করা হয়।	[874, 393, 1119, 478]
article-paragraph: আবদুল মজিদের ছেলে সানি হোসেন, তার বাবা আবদুল মজিদ ও বোন আঞ্জুয়ারা বেগমকে আসামি করে থানায় মামলা করা হয়। পুলিশ জানায়, মেয়েটির পরিবার বিয়েতে রাজি না হওয়ায় অভিযুক্তরা তাদের বাড়িতে হামলা চালায়। এ ঘটনায় অভিযুক্তদের গ্রেফতারে অভিযান চলছে।	[1133, 1567, 1486, 1623]
article-paragraph: রেসিস্ট্যান্সে (এএমআর) পরিস্থিতি ও এএমআর ট্রেন্ড শীর্ষক অনুষ্ঠানে ঔষধ প্রশাসন অধিদপ্তরের মহাপরিচালক এ কথা জানান। তিনি বলেন, প্রেসক্রিপশন ছাড়া অ্যান্টিবায়োটিক বিক্রি নিষিদ্ধ। কিন্তু অনেক ফার্মেসি এই নিয়ম মানছে না। অ্যান্টিবায়োটিকের অপব্যবহারের কারণে জীবাণু ওষুধ প্রতিরোধী হয়ে উঠছে, যা জনস্বাস্থ্যের জন্য বড় হুমকি। এ বিষয়ে সবাইকে সচেতন হতে হবে।	[358, 539, 600, 639]
article-paragraph: বরে রেলাত বিক্ষিপ্ত জানো নদী জ জলাশয়ে ডুবে যে ৫ জন মারা গেছে জেলার মধ্যে শিবগঞ্জে শিশু, কাহালুতে যুবক ও বৃদ্ধ। এরমধ্যে গাবতলি উপজেলার সুখদহ গ্রামে শিশু মৃত্যুর খবর পাওয়া যায়। পরিবারের লোকজন খোঁজাখুঁজি করে পাশের পুকুরে শিশুটির লাশ ভাসতে দেখেন। স্থানীয়রা দ্রুত উদ্ধার করে হাসপাতালে নিলে কর্তব্যরত চিকিৎসক তাকে মৃত ঘোষণা করেন।	[26, 1026, 344, 1097]
column-1	[26, 68, 344, 2420]
headline: বগুড়ায় পানিতে ডুবে	[26, 819, 344, 853]
article-paragraph: দলিল ও ডিজিটাল ফুটেজসহ জমা হয়েছে। গতকাল বুধবার সকালে কারওরান বাজার থানা মিডিয়া সেন্টার সংবাদ সম্মেলনে এসব কথা বলেন র‍্যাবের লিগ্যাল অ্যান্ড মিডিয়া উইংয়ের পরিচালক। তিনি বলেন, জালিয়াত চক্রটি বঙ্গবন্ধু পরিবারের সদস্যদের নাম ব্যবহার করে বিভিন্ন ব্যক্তির কাছ থেকে প্রতারণার মাধ্যমে লাখ লাখ টাকা হাতিয়ে নিয়েছে। চক্রের সদস্যরা নিজেদের প্রভাবশালী পরিচয় দিয়ে চাকরি, বদলি ও ঠিকাদারি কাজ পাইয়ে দেওয়ার প্রলোভন দেখাত। গ্রেফতারকৃতদের কাছ থেকে বিভিন্ন জাল কাগজপত্র, মোবাইল ফোন ও সিম কার্ড উদ্ধার করা হয়েছে।	[613, 449, 860, 607]
tithi-line: আজকের দিনের তিথি ◊ কৃষ্ণপক্ষে চতুর্থী	[1199, 2233, 1417, 2250]
tithi-line: রাত্রি ০১-০৭-২৫ম: পর্যন্ত, পরে পঞ্চমী আরম্ভ।	[1181, 2250, 1434, 2266]
attribute-row	[1141, 2173, 1474, 2186]
article-paragraph: বাগেরহাট প্রতিনিধি: বাগেরহাটের ফকিরহাটে গৃহবধূকে ধর্ষণ মামলায় এক গ্রামপুলিশকে গ্রেফতার করেছে পুলিশ। গত মঙ্গলবার গভীর রাতে অভিযান চালিয়ে তাকে গ্রেফতার করা হয়। ফকিরহাট মডেল থানার ভারপ্রাপ্ত কর্মকর্তা জানান, ভুক্তভোগী গৃহবধূ থানায় লিখিত অভিযোগ দিলে মামলা রেকর্ড করা হয়। গ্রেফতারকৃতকে আদালতের মাধ্যমে জেলহাজতে পাঠানো হয়েছে।	[1133, 274, 1359, 388]
article-paragraph: রেসিস্ট্যান্সে (এএমআর) পরিস্থিতি ও এএমআর ট্রেন্ড শীর্ষক অনুষ্ঠানে ঔষধ প্রশাসন অধিদপ্তরের মহাপরিচালক এ কথা জানান। তিনি বলেন, প্রেসক্রিপশন ছাড়া অ্যান্টিবায়োটিক বিক্রি নিষিদ্ধ। কিন্তু অনেক ফার্মেসি এই নিয়ম মানছে না। অ্যান্টিবায়োটিকের অপব্যবহারের কারণে জীবাণু ওষুধ প্রতিরোধী হয়ে উঠছে, যা জনস্বাস্থ্যের জন্য বড় হুমকি। এ বিষয়ে সবাইকে সচেতন হতে হবে।	[358, 127, 600, 227]
article-body	[26, 1961, 344, 2336]
zodiac-sign	[1311, 2360, 1474, 2385]
article-paragraph: চিত্র ভ্রমণ আইন গ্যাস সিলিন্ডার বিস্ফোরণে দগ্ধ হয়ে চিকিৎসাধীন অবস্থায় আরও একজনের মৃত্যু হয়েছে। বাড়ির রান্নাঘরে সিলিন্ডার লিকেজ থেকে আগুন লাগে। ফায়ার সার্ভিসের কর্মীরা ঘটনাস্থলে গিয়ে আগুন নিয়ন্ত্রণে আনে।	[874, 2080, 1119, 2136]
article-paragraph: দারোয়ান মো. হাসান ও মাহমুদ না নাজমা বেগম। রাতের পর থেকে জেলা যাকড়ে তাদের পাওয়া যায়। এর পর থেকে শিশুটিকে আর খুঁজে পাওয়া যায়নি। পরিবারের লোকজন থানায় সাধারণ ডায়েরি করেন। পুলিশ তদন্ত শুরু করে এবং সন্দেহভাজন হিসেবে আবির আলী নামে একজনকে গ্রেফতার করে। জিজ্ঞাসাবাদে সে হত্যার কথা স্বীকার করে।	[26, 2110, 344, 2180]
article-paragraph: খুলনা রেলওয়ে স্টেশন জানান রেলওয়ে স্টেশনের কাউন্টার থেকে টিকিট কিনে কালোবাজারে বিক্রির অভিযোগে তাদের আটক করা হয়। রেলওয়ে থানার ভারপ্রাপ্ত কর্মকর্তা জানান, তাদের কাছ থেকে বেশ কয়েকটি টিকিট উদ্ধার করা হয়েছে। আটকদের বিরুদ্ধে মামলা দায়ের করে আদালতে পাঠানো হয়েছে।	[26, 1627, 344, 1698]
article-paragraph: বাগেরহাট প্রতিনিধি: বাগেরহাটের ফকিরহাটে গৃহবধূকে ধর্ষণ মামলায় এক গ্রামপুলিশকে গ্রেফতার করেছে পুলিশ। গত মঙ্গলবার গভীর রাতে অভিযান চালিয়ে তাকে গ্রেফতার করা হয়। ফকিরহাট মডেল থানার ভারপ্রাপ্ত কর্মকর্তা জানান, ভুক্তভোগী গৃহবধূ থানায় লিখিত অভিযোগ দিলে মামলা রেকর্ড করা হয়। গ্রেফতারকৃতকে আদালতের মাধ্যমে জেলহাজতে পাঠানো হয়েছে।	[1133, 156, 1359, 270]
article-paragraph: জন্য ১ আগস্ট দিন ধার্য করেছেন আদালত। অভিযোগ গঠনের সময় নিজেকে নির্দোষ দাবি করেন নায়িকা পরীমনি। গত বছরের ৪ আগস্ট রাজধানীর বনানীর বাসায় অভিযান চালিয়ে পরীমনিকে আটক করে র‍্যাব। এ সময় তার বাসা থেকে বিদেশি মদ ও মাদকদ্রব্য উদ্ধার করা হয়। পরে তার বিরুদ্ধে মাদকদ্রব্য নিয়ন্ত্রণ আইনে মামলা করা হয়।	[874, 570, 1119, 655]
article-paragraph: সালে ১৬ আগস্ট নিখোঁজ কিশোরীর সন্ধান পান তার পরিবার। পরে জানা যায় তাকে ভারতে পাচার করা হয়েছে। পুলিশ অভিযান চালিয়ে অভিযুক্তকে গ্রেফতার করে।	[358, 2250, 600, 2292]
article-paragraph: আবদুল মজিদের ছেলে সানি হোসেন, তার বাবা আবদুল মজিদ ও বোন আঞ্জুয়ারা বেগমকে আসামি করে থানায় মামলা করা হয়। পুলিশ জানায়, মেয়েটির পরিবার বিয়েতে রাজি না হওয়ায় অভিযুক্তরা তাদের বাড়িতে হামলা চালায়। এ ঘটনায় অভিযুক্তদের গ্রেফতারে অভিযান চলছে।	[1133, 1627, 1486, 1683]
continuation-note: (শেষ পাতার পর)	[1272, 919, 1348, 932]
horoscope-title: আপনার রাশিফল	[1135, 2042, 1480, 2083]
zodiac-icon: ♋	[1141, 2336, 1155, 2350]
article-paragraph: প্রাথমিক চিকিৎসা নিয়ে ছেড়ে দেয়া হয়েছে। বিকেলে সোয়া ৩টার পর হাসপাতালে নেওয়ার পথে তার মৃত্যু হয়। সিরাজগঞ্জ: সিরাজগঞ্জের সলঙ্গায় ট্রাক চাপায় এক মোটরসাইকেল আরোহী নিহত হয়েছেন। শেরপুর (বগুড়া): শেরপুরে মহাসড়কে ট্রাকের ধাক্কায় এক পথচারী নিহত হয়েছেন। জয়পুরহাট: জয়পুরহাটের আক্কেলপুরে মোটরসাইকেল দুর্ঘটনায় এক যুবকের মৃত্যু হয়েছে। পুলিশ ঘটনাস্থল পরিদর্শন করে লাশ উদ্ধার করে ময়নাতদন্তের জন্য মর্গে পাঠিয়েছে।	[613, 1803, 860, 1932]
article-paragraph: দলিল ও ডিজিটাল ফুটেজসহ জমা হয়েছে। গতকাল বুধবার সকালে কারওরান বাজার থানা মিডিয়া সেন্টার সংবাদ সম্মেলনে এসব কথা বলেন র‍্যাবের লিগ্যাল অ্যান্ড মিডিয়া উইংয়ের পরিচালক। তিনি বলেন, জালিয়াত চক্রটি বঙ্গবন্ধু পরিবারের সদস্যদের নাম ব্যবহার করে বিভিন্ন ব্যক্তির কাছ থেকে প্রতারণার মাধ্যমে লাখ লাখ টাকা হাতিয়ে নিয়েছে। চক্রের সদস্যরা নিজেদের প্রভাবশালী পরিচয় দিয়ে চাকরি, বদলি ও ঠিকাদারি কাজ পাইয়ে দেওয়ার প্রলোভন দেখাত। গ্রেফতারকৃতদের কাছ থেকে বিভিন্ন জাল কাগজপত্র, মোবাইল ফোন ও সিম কার্ড উদ্ধার করা হয়েছে।	[613, 610, 860, 768]
article-paragraph: রেসিস্ট্যান্সে (এএমআর) পরিস্থিতি ও এএমআর ট্রেন্ড শীর্ষক অনুষ্ঠানে ঔষধ প্রশাসন অধিদপ্তরের মহাপরিচালক এ কথা জানান। তিনি বলেন, প্রেসক্রিপশন ছাড়া অ্যান্টিবায়োটিক বিক্রি নিষিদ্ধ। কিন্তু অনেক ফার্মেসি এই নিয়ম মানছে না। অ্যান্টিবায়োটিকের অপব্যবহারের কারণে জীবাণু ওষুধ প্রতিরোধী হয়ে উঠছে, যা জনস্বাস্থ্যের জন্য বড় হুমকি। এ বিষয়ে সবাইকে সচেতন হতে হবে।	[358, 642, 600, 742]
masthead	[26, 10, 1486, 60]
article-body	[26, 877, 344, 1414]
column-divider	[1126, 68, 1127, 2416]
headline: গ্যাস সিলিন্ডার	[874, 1902, 1119, 1936]
horoscope-date: ১৯ মে ২০২২	[1269, 2088, 1346, 2105]
continuation-note: (শেষ পাতার পর)	[699, 1109, 774, 1121]
attribute-row	[1141, 2200, 1474, 2214]
sign-text: ধনু: ধর্মীয় কাজে মন সংযোগ হবে।	[1328, 2321, 1454, 2332]
article-paragraph: রেসিস্ট্যান্সে (এএমআর) পরিস্থিতি ও এএমআর ট্রেন্ড শীর্ষক অনুষ্ঠানে ঔষধ প্রশাসন অধিদপ্তরের মহাপরিচালক এ কথা জানান। তিনি বলেন, প্রেসক্রিপশন ছাড়া অ্যান্টিবায়োটিক বিক্রি নিষিদ্ধ। কিন্তু অনেক ফার্মেসি এই নিয়ম মানছে না। অ্যান্টিবায়োটিকের অপব্যবহারের কারণে জীবাণু ওষুধ প্রতিরোধী হয়ে উঠছে, যা জনস্বাস্থ্যের জন্য বড় হুমকি। এ বিষয়ে সবাইকে সচেতন হতে হবে।	[358, 436, 600, 536]
article-paragraph: বরে রেলাত বিক্ষিপ্ত জানো নদী জ জলাশয়ে ডুবে যে ৫ জন মারা গেছে জেলার মধ্যে শিবগঞ্জে শিশু, কাহালুতে যুবক ও বৃদ্ধ। এরমধ্যে গাবতলি উপজেলার সুখদহ গ্রামে শিশু মৃত্যুর খবর পাওয়া যায়। পরিবারের লোকজন খোঁজাখুঁজি করে পাশের পুকুরে শিশুটির লাশ ভাসতে দেখেন। স্থানীয়রা দ্রুত উদ্ধার করে হাসপাতালে নিলে কর্তব্যরত চিকিৎসক তাকে মৃত ঘোষণা করেন।	[26, 952, 344, 1023]
zodiac-icon: ♉	[1141, 2297, 1155, 2311]
accused-photo	[1365, 155, 1485, 300]
horoscope-box	[1133, 2041, 1482, 2411]
article-paragraph: করে কোম্পানিটি। পিপলস লিজিংয়ের আর্থিক অনিয়মের ঘটনায় দুদক মামলা করে। অনুসন্ধানে দেখা যায় প্রতিষ্ঠানটির সাবেক চেয়ারম্যান ও পরিচালকরা নামে-বেনামে ঋণ নিয়ে বিপুল অর্থ আত্মসাৎ করেছেন। আদালত ২৫ জনের বিরুদ্ধে নিষেধাজ্ঞা জারি করেছেন এবং তাদের সম্পদ জব্দের নির্দেশ দিয়েছেন।	[358, 1403, 600, 1488]
headline: পরীমনির মামলায়	[874, 68, 1119, 102]
sign-text: বৃশ্চিক: মনের আবেগ নিয়ন্ত্রণে রাখুন।	[1328, 2296, 1463, 2307]
article-paragraph: চিত্র ভ্রমণ আইন গ্যাস সিলিন্ডার বিস্ফোরণে দগ্ধ হয়ে চিকিৎসাধীন অবস্থায় আরও একজনের মৃত্যু হয়েছে। বাড়ির রান্নাঘরে সিলিন্ডার লিকেজ থেকে আগুন লাগে। ফায়ার সার্ভিসের কর্মীরা ঘটনাস্থলে গিয়ে আগুন নিয়ন্ত্রণে আনে।	[874, 2199, 1119, 2255]
continuation-note: (শেষ পাতার পর)	[699, 1386, 774, 1399]
zodiac-icon: ♏	[1311, 2297, 1325, 2311]
article-paragraph: মুখ ফাটকের সামনের রাজাহ অবস্থান নিয়ে সমাবেশে করেন এসময় বক্তব্য দেন জাতীয় আদিবাসী পরিষদ, গাইবান্ধা জেলা কমিটির আহবায়ক ডিলিমন মার্ডে, সদস্য সচিব মোবাশ্বের সুইটিন মুরমু, আদিবাসী নেত্রী প্রিসিলা মুরমু, আদিবাসী নেতা ফিলিপ সরেন, মাহাতো সহ অনেকে। পরে তারা প্রধানমন্ত্রী বরাবর স্মারকলিপি প্রদান করেন। সমাবেশে বক্তারা বলেন, ২০১৬ সালে সাহেবগঞ্জ-বাগদাফার্মে ইক্ষু খামারের জমি থেকে সাঁওতালদের উচ্ছেদের সময় পুলিশ ও মিল কর্তৃপক্ষের লোকজন আদিবাসীদের উপর হামলা চালায়।	[26, 230, 344, 330]
headline: পদ্মা সেতুর	[874, 1057, 1119, 1092]
article-paragraph: মারা গেছে। গতকাল বুধবার উপজেলার নাড়ুয়ামালা ইউনিয়নের প্রধানহাতে এর ঘটনা ঘটে। নিহত শিশু ওই গ্রামের বাসিন্দা। স্থানীয়রা জানান, দুপুরে শিশুটি খেলতে খেলতে নদীর ধারে যায় এবং অসাবধানতাবশত পানিতে পড়ে যায়। পরে খোঁজাখুঁজি করে নদী থেকে তার লাশ উদ্ধার করা হয়।	[613, 1218, 860, 1303]
article-body	[613, 1406, 860, 2411]
attribute-row	[1141, 2214, 1474, 2227]
banner-headline-line-1: বাগেরহাটে গৃহবধূকে ধর্ষণ	[1169, 70, 1451, 103]
article-paragraph: হয়েছে। তারা হলেন চাকার মহাখালী এলাকার মো. জাহাঙ্গীরের ছেলে আকাশ আলম (২৩) ও অপর বন্ধু ইমরান। পরে তাদের উদ্ধার করে কক্সবাজার সদর হাসপাতালে নেওয়া হয়। কর্তব্যরত চিকিৎসক তাদের মৃত ঘোষণা করেন। পুলিশ বিষয়টি তদন্ত করছে।	[1133, 940, 1486, 996]
article-paragraph: বরে রেলাত বিক্ষিপ্ত জানো নদী জ জলাশয়ে ডুবে যে ৫ জন মারা গেছে জেলার মধ্যে শিবগঞ্জে শিশু, কাহালুতে যুবক ও বৃদ্ধ। এরমধ্যে গাবতলি উপজেলার সুখদহ গ্রামে শিশু মৃত্যুর খবর পাওয়া যায়। পরিবারের লোকজন খোঁজাখুঁজি করে পাশের পুকুরে শিশুটির লাশ ভাসতে দেখেন। স্থানীয়রা দ্রুত উদ্ধার করে হাসপাতালে নিলে কর্তব্যরত চিকিৎসক তাকে মৃত ঘোষণা করেন।	[26, 878, 344, 948]
continuation-note: (শেষ পাতার পর)	[959, 1096, 1034, 1109]
article-paragraph: টোল হার নির্ধারণ করা হয়েছে। প্রজ্ঞাপনে বলা হয়েছে, মোটরসাইকেলের টোল ১০০ টাকা, কার ও জিপ ৭৫০ টাকা, পিকআপ ১২০০ টাকা, মাইক্রোবাস ১৩০০ টাকা, ছোট বাস ১৪০০ টাকা, মাঝারি বাস ২০০০ টাকা, বড় বাস ২৪০০ টাকা, ছোট ট্রাক ১৬০০ টাকা, মাঝারি ট্রাক ২১০০ টাকা, বড় ট্রাক ২৮০০ টাকা নির্ধারণ করা হয়েছে।	[874, 1205, 1119, 1290]
news-photo	[237, 1777, 337, 1905]
attribute-key: শুভ রত্ন	[1141, 2187, 1175, 2199]
article-body	[26, 126, 344, 812]
attribute-key: শুভ বর্ণ	[1141, 2174, 1174, 2186]
article-paragraph: করে কোম্পানিটি। পিপলস লিজিংয়ের আর্থিক অনিয়মের ঘটনায় দুদক মামলা করে। অনুসন্ধানে দেখা যায় প্রতিষ্ঠানটির সাবেক চেয়ারম্যান ও পরিচালকরা নামে-বেনামে ঋণ নিয়ে বিপুল অর্থ আত্মসাৎ করেছেন। আদালত ২৫ জনের বিরুদ্ধে নিষেধাজ্ঞা জারি করেছেন এবং তাদের সম্পদ জব্দের নির্দেশ দিয়েছেন।	[358, 1580, 600, 1665]
page-number: ১১	[1409, 12, 1486, 56]
article-paragraph: দলিল ও ডিজিটাল ফুটেজসহ জমা হয়েছে। গতকাল বুধবার সকালে কারওরান বাজার থানা মিডিয়া সেন্টার সংবাদ সম্মেলনে এসব কথা বলেন র‍্যাবের লিগ্যাল অ্যান্ড মিডিয়া উইংয়ের পরিচালক। তিনি বলেন, জালিয়াত চক্রটি বঙ্গবন্ধু পরিবারের সদস্যদের নাম ব্যবহার করে বিভিন্ন ব্যক্তির কাছ থেকে প্রতারণার মাধ্যমে লাখ লাখ টাকা হাতিয়ে নিয়েছে। চক্রের সদস্যরা নিজেদের প্রভাবশালী পরিচয় দিয়ে চাকরি, বদলি ও ঠিকাদারি কাজ পাইয়ে দেওয়ার প্রলোভন দেখাত। গ্রেফতারকৃতদের কাছ থেকে বিভিন্ন জাল কাগজপত্র, মোবাইল ফোন ও সিম কার্ড উদ্ধার করা হয়েছে।	[613, 288, 860, 446]
continuation-note: (শেষ পাতার পর)	[441, 1028, 516, 1040]
article-paragraph: দারোয়ান মো. হাসান ও মাহমুদ না নাজমা বেগম। রাতের পর থেকে জেলা যাকড়ে তাদের পাওয়া যায়। এর পর থেকে শিশুটিকে আর খুঁজে পাওয়া যায়নি। পরিবারের লোকজন থানায় সাধারণ ডায়েরি করেন। পুলিশ তদন্ত শুরু করে এবং সন্দেহভাজন হিসেবে আবির আলী নামে একজনকে গ্রেফতার করে। জিজ্ঞাসাবাদে সে হত্যার কথা স্বীকার করে।	[26, 2184, 344, 2255]
headline: বঙ্গবন্ধু পরিবারের নাম	[613, 68, 860, 102]
article-paragraph: প্রাথমিক চিকিৎসা নিয়ে ছেড়ে দেয়া হয়েছে। বিকেলে সোয়া ৩টার পর হাসপাতালে নেওয়ার পথে তার মৃত্যু হয়। সিরাজগঞ্জ: সিরাজগঞ্জের সলঙ্গায় ট্রাক চাপায় এক মোটরসাইকেল আরোহী নিহত হয়েছেন। শেরপুর (বগুড়া): শেরপুরে মহাসড়কে ট্রাকের ধাক্কায় এক পথচারী নিহত হয়েছেন। জয়পুরহাট: জয়পুরহাটের আক্কেলপুরে মোটরসাইকেল দুর্ঘটনায় এক যুবকের মৃত্যু হয়েছে। পুলিশ ঘটনাস্থল পরিদর্শন করে লাশ উদ্ধার করে ময়নাতদন্তের জন্য মর্গে পাঠিয়েছে।	[613, 1407, 860, 1535]
attribute-key: আপনার শাসক গ্রহ	[1141, 2160, 1218, 2172]
article-body	[613, 1128, 860, 1341]
zodiac-sign	[1141, 2360, 1304, 2385]
article-paragraph: সালে ১৬ আগস্ট নিখোঁজ কিশোরীর সন্ধান পান তার পরিবার। পরে জানা যায় তাকে ভারতে পাচার করা হয়েছে। পুলিশ অভিযান চালিয়ে অভিযুক্তকে গ্রেফতার করে।	[358, 2296, 600, 2337]
newspaper-logo	[26, 12, 128, 60]
article-paragraph: টোল হার নির্ধারণ করা হয়েছে। প্রজ্ঞাপনে বলা হয়েছে, মোটরসাইকেলের টোল ১০০ টাকা, কার ও জিপ ৭৫০ টাকা, পিকআপ ১২০০ টাকা, মাইক্রোবাস ১৩০০ টাকা, ছোট বাস ১৪০০ টাকা, মাঝারি বাস ২০০০ টাকা, বড় বাস ২৪০০ টাকা, ছোট ট্রাক ১৬০০ টাকা, মাঝারি ট্রাক ২১০০ টাকা, বড় ট্রাক ২৮০০ টাকা নির্ধারণ করা হয়েছে।	[874, 1116, 1119, 1201]
attribute-row	[1141, 2186, 1474, 2200]
article-paragraph: করে কোম্পানিটি। পিপলস লিজিংয়ের আর্থিক অনিয়মের ঘটনায় দুদক মামলা করে। অনুসন্ধানে দেখা যায় প্রতিষ্ঠানটির সাবেক চেয়ারম্যান ও পরিচালকরা নামে-বেনামে ঋণ নিয়ে বিপুল অর্থ আত্মসাৎ করেছেন। আদালত ২৫ জনের বিরুদ্ধে নিষেধাজ্ঞা জারি করেছেন এবং তাদের সম্পদ জব্দের নির্দেশ দিয়েছেন।	[358, 1314, 600, 1399]
sign-text: কন্যা: শিশু ও বাগানের প্রতি যত্ন বাড়বে।	[1158, 2385, 1278, 2409]
article-paragraph: চিত্র ভ্রমণ আইন গ্যাস সিলিন্ডার বিস্ফোরণে দগ্ধ হয়ে চিকিৎসাধীন অবস্থায় আরও একজনের মৃত্যু হয়েছে। বাড়ির রান্নাঘরে সিলিন্ডার লিকেজ থেকে আগুন লাগে। ফায়ার সার্ভিসের কর্মীরা ঘটনাস্থলে গিয়ে আগুন নিয়ন্ত্রণে আনে।	[874, 2020, 1119, 2077]
